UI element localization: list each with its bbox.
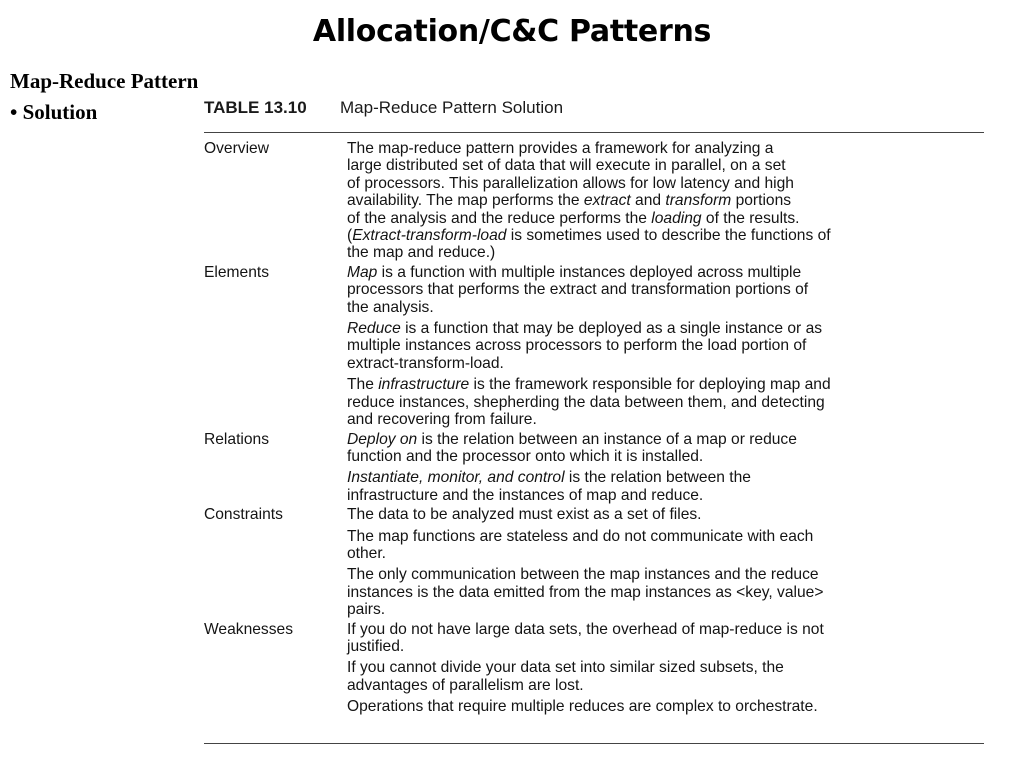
text-run: pairs.	[347, 601, 386, 619]
italic-term: loading	[651, 209, 702, 227]
row-description	[347, 140, 984, 262]
row-label: Constraints	[204, 506, 283, 524]
text-run: infrastructure and the instances of map and reduce.	[347, 486, 704, 504]
text-run: The map functions are stateless and do not communicate with each	[347, 527, 814, 545]
table-row	[204, 264, 984, 429]
text-run: Operations that require multiple reduces are complex to orchestrate.	[347, 698, 818, 716]
text-run: is the relation between an instance of a map or reduce	[417, 430, 797, 448]
table-row	[204, 506, 984, 618]
text-run: The map-reduce pattern provides a framework for analyzing a	[347, 140, 774, 157]
table-row	[204, 431, 984, 505]
table-caption-text: Map-Reduce Pattern Solution	[340, 98, 564, 117]
text-run: of the analysis and the reduce performs the	[347, 209, 652, 227]
text-run: the analysis.	[347, 298, 434, 316]
description-paragraph	[347, 469, 984, 504]
row-label: Weaknesses	[204, 620, 293, 638]
text-run: is sometimes used to describe the functions of	[506, 227, 831, 245]
text-run: reduce instances, shepherding the data between them, and detecting	[347, 393, 825, 411]
description-paragraph	[347, 698, 984, 715]
text-run: multiple instances across processors to perform the load portion of	[347, 337, 807, 355]
description-paragraph	[347, 621, 984, 656]
row-label: Elements	[204, 263, 270, 281]
text-run: If you do not have large data sets, the overhead of map-reduce is not	[347, 620, 824, 638]
row-label: Relations	[204, 430, 270, 448]
description-paragraph	[347, 528, 984, 563]
italic-term: Instantiate, monitor, and control	[347, 469, 565, 487]
table-top-rule	[204, 132, 984, 133]
italic-term: Map	[347, 263, 378, 281]
description-paragraph	[347, 376, 984, 428]
text-run: portions	[731, 192, 792, 210]
text-run: function and the processor onto which it is installed.	[347, 447, 704, 465]
text-run: The data to be analyzed must exist as a set of files.	[347, 506, 702, 524]
text-run: (	[347, 227, 353, 245]
text-run: is a function with multiple instances deployed across multiple	[377, 263, 802, 281]
text-run: of the results.	[701, 209, 800, 227]
text-run: availability. The map performs the	[347, 192, 584, 210]
row-label: Overview	[204, 140, 269, 157]
italic-term: Reduce	[347, 320, 401, 338]
text-run: advantages of parallelism are lost.	[347, 676, 584, 694]
description-paragraph	[347, 506, 984, 523]
italic-term: transform	[665, 192, 732, 210]
italic-term: infrastructure	[378, 376, 470, 394]
pattern-table	[204, 140, 984, 718]
text-run: processors that performs the extract and transformation portions of	[347, 281, 809, 299]
row-description	[347, 431, 984, 505]
text-run: is the framework responsible for deploying map and	[469, 376, 831, 394]
text-run: If you cannot divide your data set into similar sized subsets, the	[347, 659, 784, 677]
table-row	[204, 621, 984, 716]
table-row	[204, 140, 984, 262]
description-paragraph	[347, 659, 984, 694]
italic-term: extract	[583, 192, 631, 210]
text-run: other.	[347, 544, 387, 562]
description-paragraph	[347, 140, 984, 262]
text-run: and recovering from failure.	[347, 411, 537, 429]
text-run: justified.	[347, 637, 405, 655]
row-description	[347, 621, 984, 716]
text-run: The only communication between the map instances and the reduce	[347, 566, 819, 584]
text-run: is a function that may be deployed as a single instance or as	[400, 320, 823, 338]
row-description	[347, 506, 984, 618]
description-paragraph	[347, 320, 984, 372]
text-run: of processors. This parallelization allows for low latency and high	[347, 174, 794, 192]
slide-title: Allocation/C&C Patterns	[312, 14, 712, 49]
text-run: large distributed set of data that will execute in parallel, on a set	[347, 157, 786, 175]
section-heading: Map-Reduce Pattern	[10, 69, 199, 93]
text-run: instances is the data emitted from the map instances as <key, value>	[347, 583, 824, 601]
row-description	[347, 264, 984, 429]
description-paragraph	[347, 431, 984, 466]
table-caption	[204, 97, 563, 119]
text-run: The	[347, 376, 379, 394]
description-paragraph	[347, 264, 984, 316]
text-run: extract-transform-load.	[347, 354, 504, 372]
text-run: the map and reduce.)	[347, 244, 496, 262]
bullet-solution: • Solution	[10, 100, 98, 124]
table-number: TABLE 13.10	[204, 98, 307, 117]
italic-term: Extract-transform-load	[352, 227, 507, 245]
text-run: is the relation between the	[564, 469, 751, 487]
text-run: and	[630, 192, 666, 210]
italic-term: Deploy on	[347, 430, 418, 448]
table-bottom-rule	[204, 743, 984, 744]
description-paragraph	[347, 566, 984, 618]
